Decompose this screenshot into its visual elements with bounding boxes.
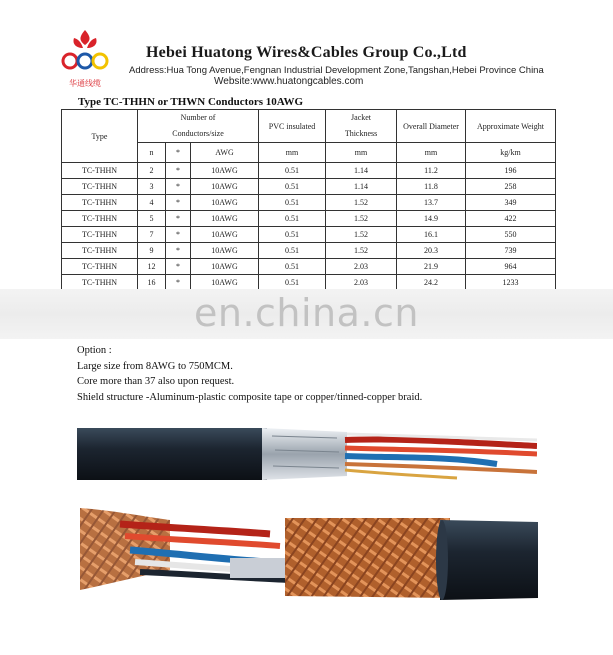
subheader-jacket-unit: mm — [326, 143, 397, 163]
cell-pvc: 0.51 — [259, 195, 326, 211]
cell-overall: 21.9 — [397, 259, 466, 275]
cell-type: TC-THHN — [62, 227, 138, 243]
cell-overall: 11.2 — [397, 163, 466, 179]
options-line-core: Core more than 37 also upon request. — [77, 376, 235, 387]
cell-awg: 10AWG — [191, 243, 259, 259]
header-jacket: Jacket Thickness — [326, 110, 397, 143]
header-pvc: PVC insulated — [259, 110, 326, 143]
cell-awg: 10AWG — [191, 275, 259, 291]
cell-jacket: 2.03 — [326, 259, 397, 275]
spec-table — [61, 109, 556, 291]
cell-type: TC-THHN — [62, 259, 138, 275]
cell-jacket: 1.52 — [326, 227, 397, 243]
cell-awg: 10AWG — [191, 179, 259, 195]
company-name: Hebei Huatong Wires&Cables Group Co.,Ltd — [146, 44, 467, 61]
cell-x: * — [166, 179, 191, 195]
cell-pvc: 0.51 — [259, 259, 326, 275]
cell-n: 9 — [138, 243, 166, 259]
cell-n: 16 — [138, 275, 166, 291]
subheader-awg: AWG — [191, 143, 259, 163]
cell-weight: 739 — [466, 243, 556, 259]
header-weight: Approximate Weight — [466, 110, 556, 143]
subheader-weight-unit: kg/km — [466, 143, 556, 163]
options-title: Option : — [77, 345, 112, 356]
cell-pvc: 0.51 — [259, 163, 326, 179]
cell-jacket: 1.14 — [326, 179, 397, 195]
cell-overall: 14.9 — [397, 211, 466, 227]
cable-photo-copper-braid — [80, 500, 538, 610]
cell-x: * — [166, 275, 191, 291]
cell-overall: 24.2 — [397, 275, 466, 291]
watermark-text: en.china.cn — [193, 291, 419, 335]
cell-x: * — [166, 163, 191, 179]
cell-n: 5 — [138, 211, 166, 227]
logo-caption: 华通线缆 — [69, 79, 101, 88]
cell-weight: 196 — [466, 163, 556, 179]
header-type: Type — [62, 110, 138, 163]
cell-n: 12 — [138, 259, 166, 275]
options-section — [77, 343, 422, 405]
company-address: Address:Hua Tong Avenue,Fengnan Industrial Development Zone,Tangshan,Hebei Province China — [129, 65, 544, 76]
table-row — [62, 163, 556, 179]
cell-pvc: 0.51 — [259, 227, 326, 243]
cell-jacket: 1.14 — [326, 163, 397, 179]
table-row — [62, 259, 556, 275]
table-row — [62, 227, 556, 243]
cell-overall: 11.8 — [397, 179, 466, 195]
cell-awg: 10AWG — [191, 227, 259, 243]
subheader-x: * — [166, 143, 191, 163]
cell-overall: 16.1 — [397, 227, 466, 243]
cell-pvc: 0.51 — [259, 275, 326, 291]
cell-x: * — [166, 211, 191, 227]
cell-type: TC-THHN — [62, 163, 138, 179]
cell-pvc: 0.51 — [259, 179, 326, 195]
options-line-size: Large size from 8AWG to 750MCM. — [77, 360, 233, 372]
header-number: Number of Conductors/size — [138, 110, 259, 143]
cell-type: TC-THHN — [62, 179, 138, 195]
header-overall: Overall Diameter — [397, 110, 466, 143]
table-header-row — [62, 110, 556, 143]
cell-awg: 10AWG — [191, 163, 259, 179]
page-header — [0, 0, 613, 95]
cell-weight: 349 — [466, 195, 556, 211]
cell-weight: 550 — [466, 227, 556, 243]
cell-n: 3 — [138, 179, 166, 195]
cell-weight: 258 — [466, 179, 556, 195]
cell-type: TC-THHN — [62, 211, 138, 227]
company-website: Website:www.huatongcables.com — [214, 76, 364, 87]
cell-pvc: 0.51 — [259, 211, 326, 227]
cell-x: * — [166, 227, 191, 243]
cell-jacket: 1.52 — [326, 243, 397, 259]
cell-type: TC-THHN — [62, 275, 138, 291]
table-row — [62, 243, 556, 259]
cell-weight: 422 — [466, 211, 556, 227]
table-row — [62, 179, 556, 195]
subheader-n: n — [138, 143, 166, 163]
cell-pvc: 0.51 — [259, 243, 326, 259]
cell-type: TC-THHN — [62, 195, 138, 211]
cell-type: TC-THHN — [62, 243, 138, 259]
cell-jacket: 1.52 — [326, 195, 397, 211]
cell-overall: 13.7 — [397, 195, 466, 211]
cell-awg: 10AWG — [191, 195, 259, 211]
table-title: Type TC-THHN or THWN Conductors 10AWG — [78, 96, 304, 108]
cell-weight: 1233 — [466, 275, 556, 291]
cell-n: 2 — [138, 163, 166, 179]
table-row — [62, 195, 556, 211]
cable-photo-foil-shield — [77, 420, 537, 488]
subheader-pvc-unit: mm — [259, 143, 326, 163]
cell-awg: 10AWG — [191, 211, 259, 227]
cell-overall: 20.3 — [397, 243, 466, 259]
cell-jacket: 2.03 — [326, 275, 397, 291]
cell-n: 4 — [138, 195, 166, 211]
cell-x: * — [166, 259, 191, 275]
cell-jacket: 1.52 — [326, 211, 397, 227]
cell-n: 7 — [138, 227, 166, 243]
cell-x: * — [166, 243, 191, 259]
company-logo-icon — [56, 28, 114, 92]
cell-awg: 10AWG — [191, 259, 259, 275]
table-row — [62, 211, 556, 227]
subheader-overall-unit: mm — [397, 143, 466, 163]
options-line-shield: Shield structure -Aluminum-plastic composite tape or copper/tinned-copper braid. — [77, 391, 423, 403]
cell-x: * — [166, 195, 191, 211]
cell-weight: 964 — [466, 259, 556, 275]
